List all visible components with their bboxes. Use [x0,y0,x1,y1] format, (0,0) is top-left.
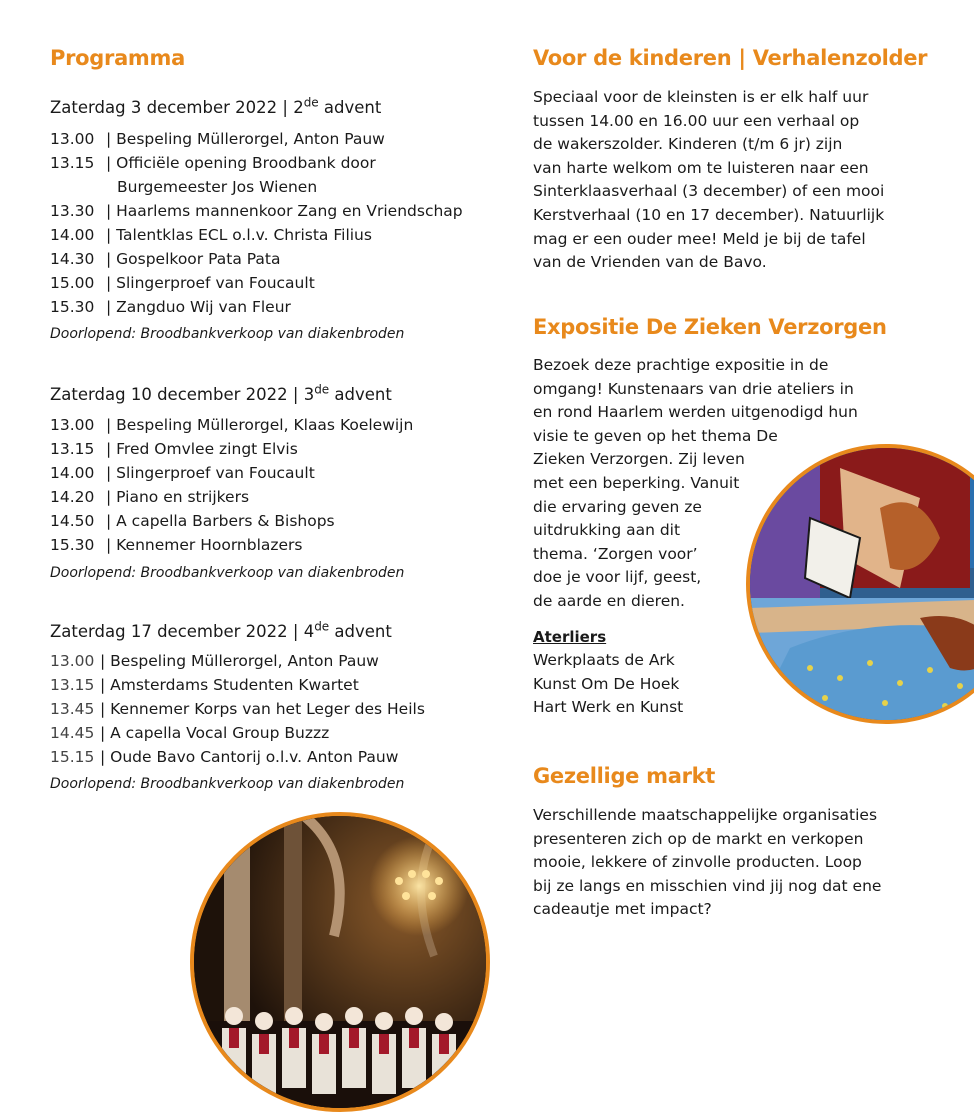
programme-row: 13.30 | Haarlems mannenkoor Zang en Vriendschap [50,202,463,220]
market-heading: Gezellige markt [533,764,716,788]
programme-row: 15.30 | Kennemer Hoornblazers [50,536,303,554]
programme-row: 14.50 | A capella Barbers & Bishops [50,512,335,530]
programme-row: 14.00 | Slingerproef van Foucault [50,464,315,482]
kids-paragraph: Speciaal voor de kleinsten is er elk half uur tussen 14.00 en 16.00 uur een verhaal op de wakerszolder. Kinderen (t/m 6 jr) zijn van harte welkom om te luisteren naar een Sinterklaasverhaal (3 december) of een mooi Kerstverhaal (10 en 17 december). Natuurlijk mag er een ouder mee! Meld je bij de tafel van de Vrienden van de Bavo. [533,88,885,272]
programme-heading: Programma [50,46,185,70]
programme-row: 15.15 | Oude Bavo Cantorij o.l.v. Anton Pauw [50,748,399,766]
programme-row: 13.15 | Amsterdams Studenten Kwartet [50,676,359,694]
programme-row: 15.00 | Slingerproef van Foucault [50,274,315,292]
ongoing-note: Doorlopend: Broodbankverkoop van diakenbroden [50,326,405,342]
programme-row: 13.00 | Bespeling Müllerorgel, Anton Pauw [50,652,379,670]
ateliers-label: Aterliers [533,628,607,646]
kids-heading: Voor de kinderen | Verhalenzolder [533,46,928,70]
ongoing-note: Doorlopend: Broodbankverkoop van diakenbroden [50,565,405,581]
programme-row: 13.45 | Kennemer Korps van het Leger des Heils [50,700,425,718]
ongoing-note: Doorlopend: Broodbankverkoop van diakenbroden [50,776,405,792]
programme-row: 13.00 | Bespeling Müllerorgel, Klaas Koelewijn [50,416,414,434]
ateliers-list: Werkplaats de Ark Kunst Om De Hoek Hart Werk en Kunst [533,651,684,717]
choir-photo [190,812,490,1112]
choir-photo-illustration [194,816,490,1112]
day-title-2: Zaterdag 10 december 2022 | 3de advent [50,382,392,404]
market-paragraph: Verschillende maatschappelijke organisaties presenteren zich op de markt en verkopen mooie, lekkere of zinvolle producten. Loop bij ze langs en misschien vind jij nog dat ene cadeautje met impact? [533,806,882,919]
programme-row: 14.30 | Gospelkoor Pata Pata [50,250,281,268]
programme-row: 13.00 | Bespeling Müllerorgel, Anton Pauw [50,130,385,148]
expo-paragraph: Bezoek deze prachtige expositie in de omgang! Kunstenaars van drie ateliers in en rond Haarlem werden uitgenodigd hun visie te geven op het thema De Zieken Verzorgen. Zij leven met een beperking. Vanuit die ervaring geven ze uitdrukking aan dit thema. ‘Zorgen voor’ doe je voor lijf, geest, de aarde en dieren. [533,356,858,610]
programme-row-continuation: Burgemeester Jos Wienen [117,178,318,196]
programme-row: 14.00 | Talentklas ECL o.l.v. Christa Filius [50,226,372,244]
programme-row: 14.45 | A capella Vocal Group Buzzz [50,724,330,742]
day-title-3: Zaterdag 17 december 2022 | 4de advent [50,619,392,641]
programme-row: 15.30 | Zangduo Wij van Fleur [50,298,291,316]
programme-row: 13.15 | Officiële opening Broodbank door [50,154,376,172]
expo-heading: Expositie De Zieken Verzorgen [533,315,887,339]
day-title-1: Zaterdag 3 december 2022 | 2de advent [50,95,382,117]
artwork-illustration [750,448,974,724]
programme-row: 14.20 | Piano en strijkers [50,488,250,506]
programme-row: 13.15 | Fred Omvlee zingt Elvis [50,440,298,458]
